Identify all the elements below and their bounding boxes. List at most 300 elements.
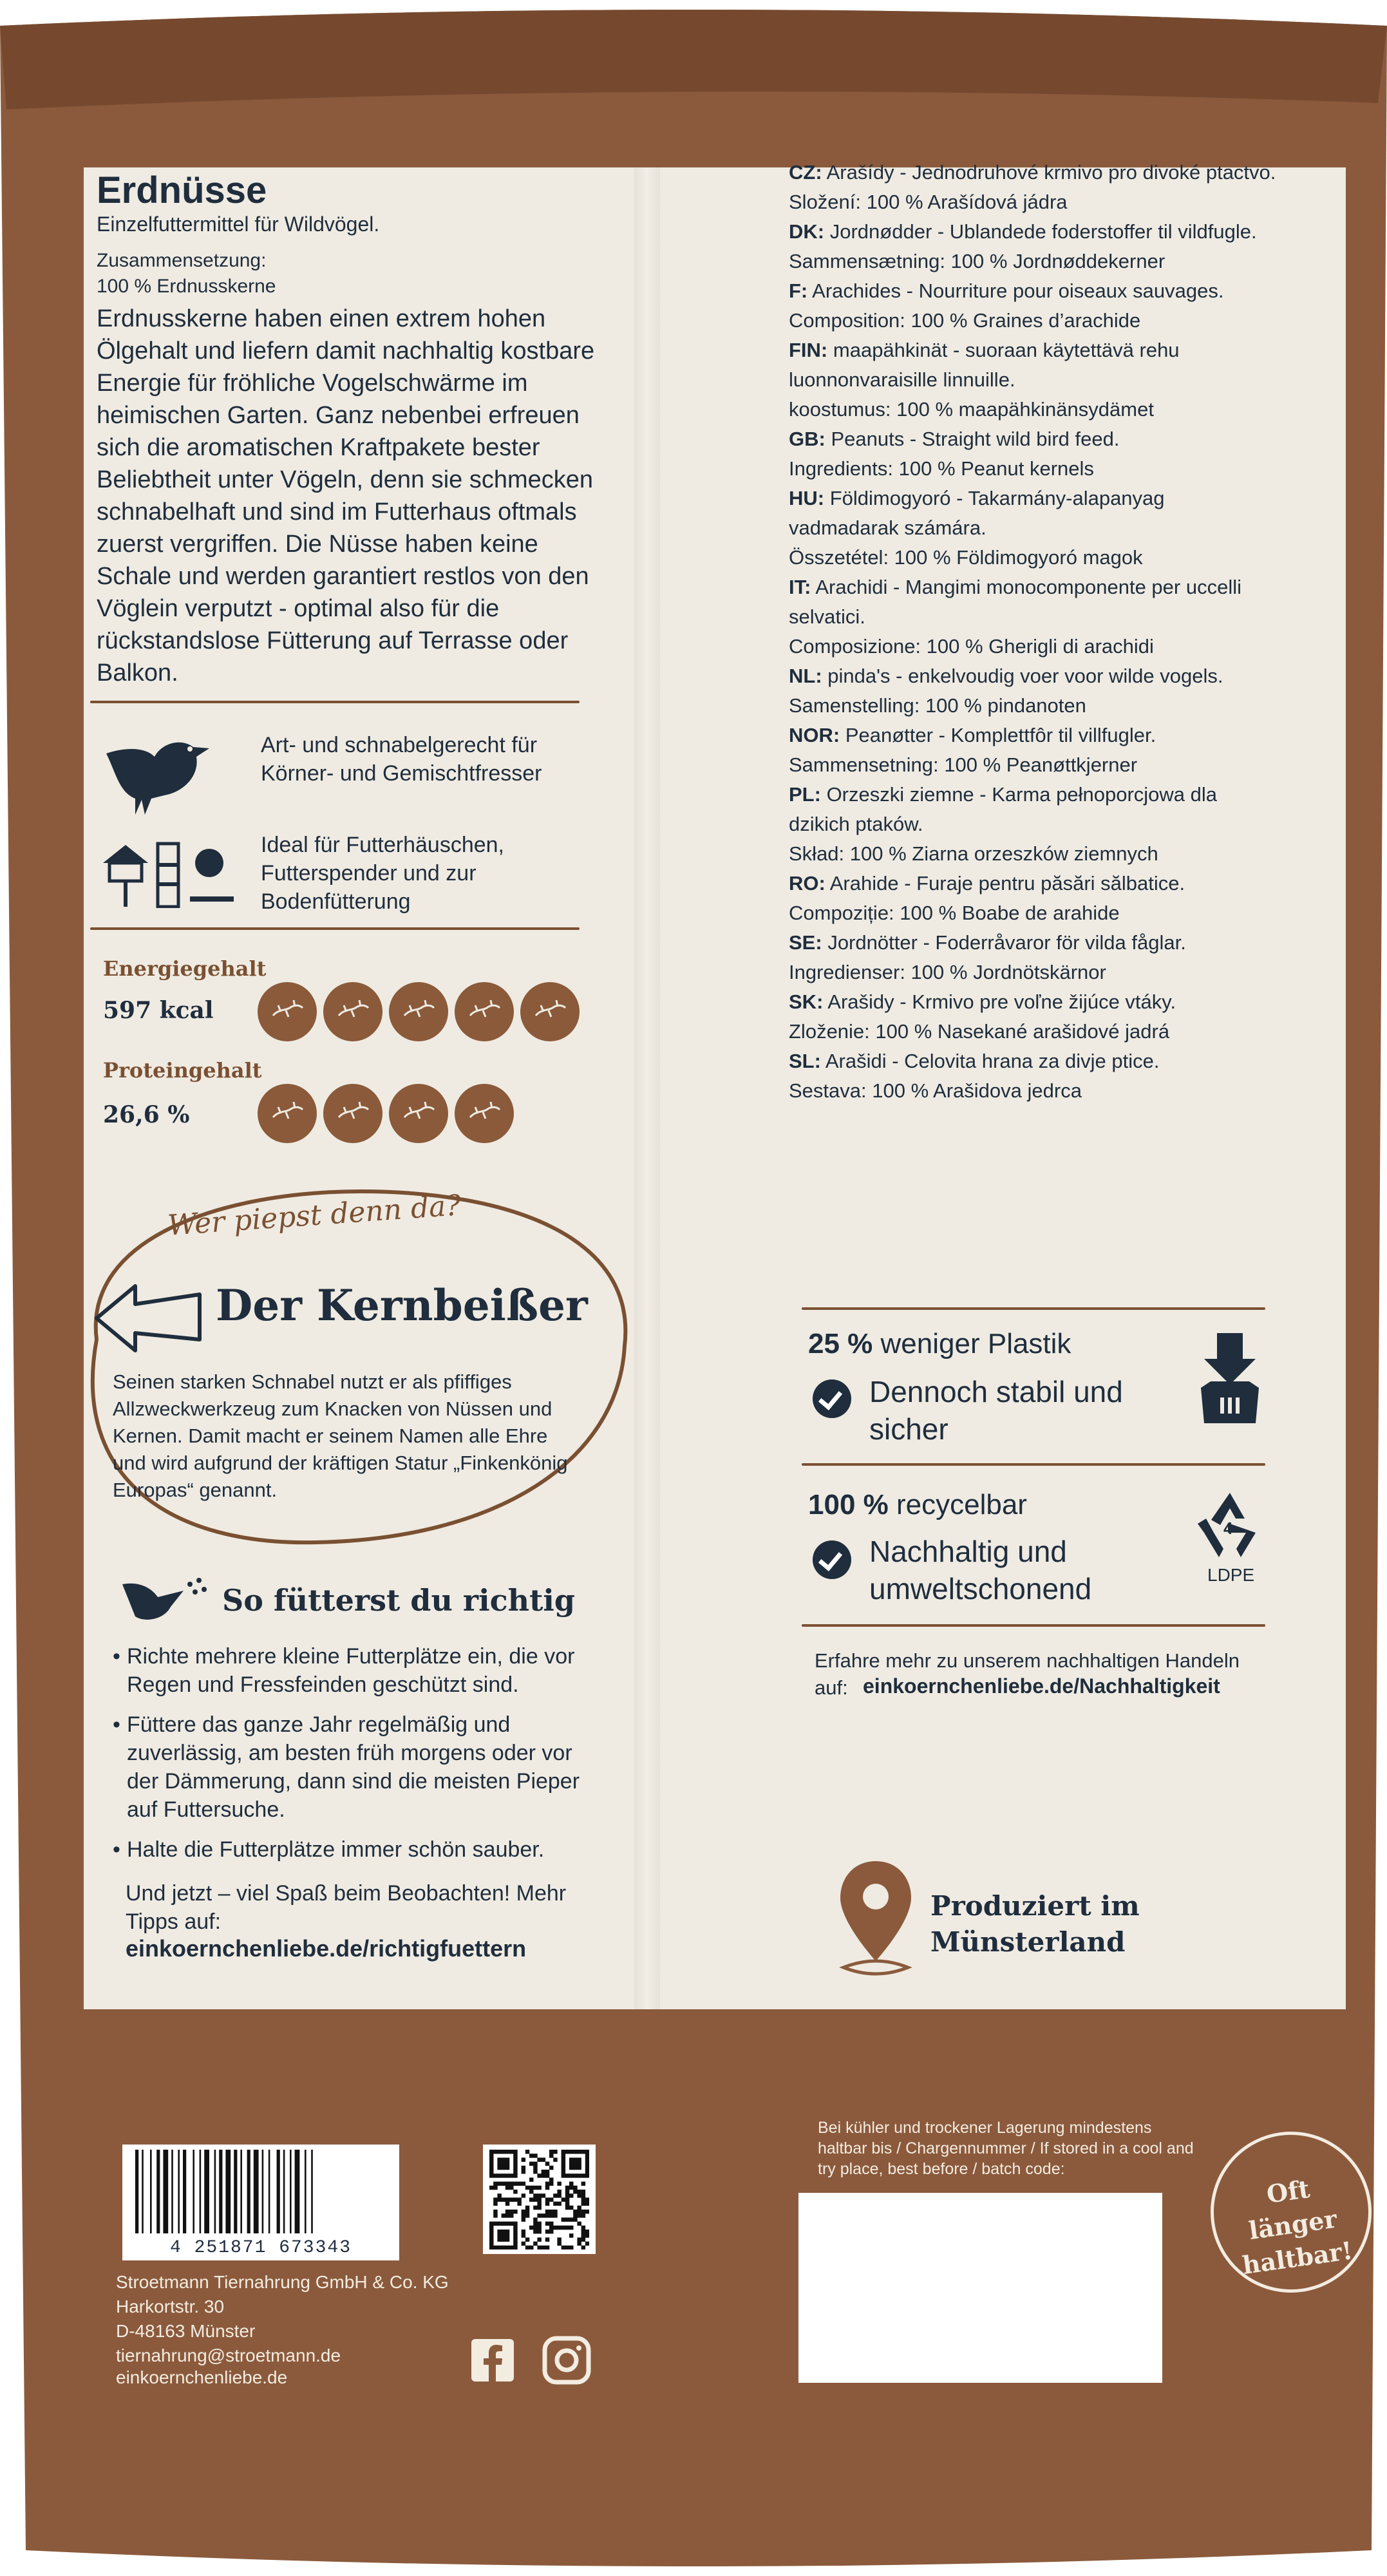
- translation-entry: [789, 661, 1278, 691]
- qr-module: [513, 2233, 518, 2238]
- qr-module: [561, 2170, 566, 2174]
- qr-module: [545, 2182, 550, 2186]
- qr-module: [502, 2230, 506, 2234]
- qr-module: [497, 2246, 502, 2249]
- barcode-bar: [254, 2150, 259, 2233]
- energy-label: Energiegehalt: [103, 956, 267, 981]
- storage-text: Bei kühler und trockener Lagerung mindestens haltbar bis / Chargennummer / If stored in a cool and try place, best before / batch code:: [818, 2119, 1194, 2178]
- qr-module: [561, 2174, 566, 2178]
- translation-entry: [789, 336, 1278, 395]
- qr-module: [545, 2246, 550, 2249]
- qr-module: [549, 2177, 554, 2182]
- feeding-tips-link[interactable]: einkoernchenliebe.de/richtigfuettern: [126, 1935, 527, 1962]
- barcode: [122, 2145, 399, 2260]
- qr-module: [553, 2202, 558, 2206]
- barcode-bar: [295, 2150, 300, 2233]
- plastic-percent: 25 %: [808, 1328, 873, 1359]
- qr-module: [545, 2237, 550, 2242]
- bird-profile-kicker: Wer piepst denn da?: [166, 1189, 462, 1242]
- barcode-bar: [204, 2150, 209, 2233]
- qr-module: [545, 2202, 550, 2206]
- translation-entry: [789, 276, 1278, 306]
- plastic-headline: [808, 1328, 1071, 1360]
- qr-module: [502, 2233, 506, 2238]
- qr-module: [509, 2197, 514, 2202]
- qr-module: [549, 2154, 554, 2158]
- qr-module: [569, 2233, 574, 2238]
- location-pin-icon: [831, 1858, 921, 1980]
- check-icon: [813, 1379, 851, 1418]
- recycle-percent: 100 %: [808, 1489, 889, 1520]
- qr-module: [533, 2193, 538, 2198]
- qr-module: [505, 2150, 510, 2154]
- qr-module: [529, 2197, 534, 2202]
- qr-module: [557, 2202, 561, 2206]
- company-city: D-48163 Münster: [116, 2321, 256, 2341]
- qr-module: [502, 2237, 506, 2242]
- translation-text: Földimogyoró - Takarmány-alapanyag vadmadarak számára.: [789, 487, 1165, 539]
- qr-module: [505, 2246, 510, 2249]
- qr-module: [542, 2170, 546, 2174]
- qr-module: [577, 2174, 581, 2178]
- qr-module: [581, 2174, 586, 2178]
- qr-module: [561, 2246, 566, 2249]
- qr-module: [502, 2166, 506, 2170]
- qr-module: [581, 2246, 586, 2249]
- qr-module: [522, 2242, 526, 2246]
- qr-module: [522, 2217, 526, 2222]
- qr-module: [569, 2217, 574, 2222]
- qr-module: [545, 2213, 550, 2218]
- qr-module: [569, 2246, 574, 2249]
- bird-profile-text: Seinen starken Schnabel nutzt er als pfiffiges Allzweckwerkzeug zum Knacken von Nüssen und Kernen. Damit macht er seinem Namen alle Ehre und wird aufgrund der kräftigen Statur „Finkenkönig Europas“ genannt.: [113, 1370, 568, 1501]
- qr-module: [557, 2242, 561, 2246]
- qr-module: [489, 2186, 494, 2190]
- qr-module: [537, 2193, 542, 2198]
- qr-module: [542, 2246, 546, 2249]
- qr-module: [561, 2157, 566, 2162]
- translation-text: Jordnødder - Ublandede foderstoffer til vildfugle.: [829, 220, 1257, 243]
- translation-entry: [789, 158, 1278, 187]
- language-code: PL:: [789, 783, 821, 806]
- qr-module: [573, 2210, 578, 2214]
- qr-module: [509, 2186, 514, 2190]
- qr-module: [537, 2222, 542, 2226]
- divider: [90, 927, 580, 930]
- qr-module: [513, 2166, 518, 2170]
- company-name: Stroetmann Tiernahrung GmbH & Co. KG: [116, 2272, 449, 2292]
- qr-module: [553, 2226, 558, 2230]
- qr-module: [525, 2186, 530, 2190]
- qr-module: [513, 2210, 518, 2214]
- barcode-number: 4 251871 673343: [169, 2238, 352, 2258]
- barcode-bar: [135, 2150, 138, 2233]
- qr-module: [497, 2237, 502, 2242]
- qr-module: [517, 2197, 522, 2202]
- qr-module: [585, 2170, 589, 2174]
- qr-module: [542, 2174, 546, 2178]
- qr-module: [505, 2174, 510, 2178]
- barcode-bar: [283, 2150, 285, 2233]
- barcode-bar: [200, 2150, 202, 2233]
- language-code: NOR:: [789, 724, 840, 746]
- divider: [90, 701, 580, 703]
- qr-module: [581, 2150, 586, 2154]
- qr-module: [581, 2210, 586, 2214]
- bird-feeding-icon: [119, 1571, 209, 1629]
- company-street: Harkortstr. 30: [116, 2297, 225, 2316]
- translation-text: Arachides - Nourriture pour oiseaux sauvages.: [812, 279, 1224, 302]
- qr-module: [513, 2226, 518, 2230]
- qr-module: [493, 2222, 498, 2226]
- recycle-headline: [808, 1489, 1027, 1521]
- qr-module: [557, 2237, 561, 2242]
- qr-module: [505, 2237, 510, 2242]
- qr-module: [522, 2157, 526, 2162]
- qr-module: [509, 2210, 514, 2214]
- qr-module: [565, 2202, 570, 2206]
- qr-module: [573, 2217, 578, 2222]
- qr-module: [513, 2174, 518, 2178]
- qr-module: [533, 2186, 538, 2190]
- qr-module: [537, 2174, 542, 2178]
- translation-text: Arahide - Furaje pentru păsări sălbatice.: [829, 872, 1185, 895]
- qr-module: [577, 2237, 581, 2242]
- qr-module: [537, 2246, 542, 2249]
- qr-module: [577, 2222, 581, 2226]
- qr-module: [581, 2226, 586, 2230]
- plastic-claim: Dennoch stabil und sicher: [869, 1375, 1123, 1446]
- qr-module: [509, 2174, 514, 2178]
- qr-module: [577, 2150, 581, 2154]
- qr-module: [565, 2186, 570, 2190]
- product-subtitle: Einzelfuttermittel für Wildvögel.: [97, 213, 380, 236]
- peanut-rating-icon: [323, 1084, 382, 1143]
- qr-module: [585, 2174, 589, 2178]
- arrow-left-icon: [90, 1278, 206, 1356]
- qr-module: [505, 2197, 510, 2202]
- qr-module: [553, 2210, 558, 2214]
- barcode-bar: [234, 2150, 237, 2233]
- qr-module: [529, 2177, 534, 2182]
- recycle-label: LDPE: [1207, 1565, 1255, 1585]
- facebook-icon[interactable]: [470, 2338, 515, 2383]
- qr-module: [585, 2157, 589, 2162]
- qr-module: [509, 2150, 514, 2154]
- qr-module: [577, 2190, 581, 2194]
- qr-module: [497, 2150, 502, 2154]
- qr-module: [525, 2213, 530, 2218]
- qr-module: [581, 2233, 586, 2238]
- barcode-bar: [163, 2150, 168, 2233]
- qr-module: [545, 2162, 550, 2166]
- qr-module: [581, 2213, 586, 2218]
- barcode-bar: [214, 2150, 216, 2233]
- language-code: RO:: [789, 872, 826, 895]
- translation-composition: Skład: 100 % Ziarna orzeszków ziemnych: [789, 842, 1158, 865]
- qr-module: [489, 2237, 494, 2242]
- translation-composition: Compoziție: 100 % Boabe de arahide: [789, 902, 1120, 924]
- qr-module: [513, 2150, 518, 2154]
- qr-module: [549, 2226, 554, 2230]
- divider: [802, 1463, 1265, 1466]
- qr-module: [529, 2162, 534, 2166]
- feeder-feature-text: Ideal für Futterhäuschen, Futterspender und zur Bodenfütterung: [261, 833, 505, 914]
- translation-entry: [789, 987, 1278, 1017]
- qr-module: [553, 2150, 558, 2154]
- qr-module: [533, 2230, 538, 2234]
- translation-text: Peanuts - Straight wild bird feed.: [831, 428, 1120, 450]
- qr-module: [497, 2166, 502, 2170]
- qr-module: [513, 2242, 518, 2246]
- composition-value: 100 % Erdnusskerne: [97, 276, 276, 297]
- qr-module: [569, 2182, 574, 2186]
- barcode-bar: [240, 2150, 242, 2233]
- qr-module: [525, 2150, 530, 2154]
- qr-module: [565, 2226, 570, 2230]
- freshness-stamp-text: Oft länger haltbar!: [1240, 2174, 1355, 2280]
- qr-module: [489, 2157, 494, 2162]
- qr-module: [525, 2237, 530, 2242]
- qr-module: [493, 2174, 498, 2178]
- qr-module: [533, 2162, 538, 2166]
- qr-module: [557, 2182, 561, 2186]
- batch-code-box: [798, 2193, 1162, 2383]
- qr-module: [585, 2210, 589, 2214]
- qr-module: [489, 2222, 494, 2226]
- qr-module: [502, 2157, 506, 2162]
- qr-module: [573, 2190, 578, 2194]
- qr-module: [537, 2230, 542, 2234]
- list-item: • Richte mehrere kleine Futterplätze ein, die vor Regen und Fressfeinden geschützt sind.: [113, 1642, 602, 1699]
- qr-module: [549, 2210, 554, 2214]
- qr-module: [505, 2222, 510, 2226]
- translation-composition: Sestava: 100 % Arašidova jedrca: [789, 1079, 1082, 1102]
- qr-module: [561, 2217, 566, 2222]
- qr-module: [522, 2182, 526, 2186]
- peanut-rating-icon: [258, 982, 317, 1041]
- bird-icon: [100, 728, 216, 818]
- qr-module: [565, 2197, 570, 2202]
- qr-module: [489, 2242, 494, 2246]
- qr-module: [581, 2190, 586, 2194]
- qr-module: [561, 2226, 566, 2230]
- qr-module: [522, 2210, 526, 2214]
- qr-module: [489, 2230, 494, 2234]
- translation-composition: Zloženie: 100 % Nasekané arašidové jadrá: [789, 1020, 1170, 1043]
- bird-feature-text: Art- und schnabelgerecht für Körner- und Gemischtfresser: [261, 733, 542, 786]
- translation-composition: Ingredienser: 100 % Jordnötskärnor: [789, 961, 1106, 983]
- peanut-rating-icon: [455, 1084, 514, 1143]
- qr-module: [585, 2242, 589, 2246]
- qr-module: [513, 2197, 518, 2202]
- qr-module: [502, 2150, 506, 2154]
- qr-module: [557, 2193, 561, 2198]
- translation-entry: [789, 780, 1278, 839]
- qr-module: [505, 2186, 510, 2190]
- qr-module: [489, 2174, 494, 2178]
- qr-module: [493, 2246, 498, 2249]
- qr-module: [489, 2166, 494, 2170]
- qr-module: [505, 2162, 510, 2166]
- barcode-bar: [290, 2150, 292, 2233]
- language-code: SE:: [789, 931, 822, 954]
- qr-module: [513, 2154, 518, 2158]
- qr-module: [557, 2226, 561, 2230]
- qr-module: [577, 2213, 581, 2218]
- translation-composition: koostumus: 100 % maapähkinänsydämet: [789, 398, 1154, 421]
- qr-module: [513, 2157, 518, 2162]
- peanut-rating-icon: [389, 1084, 448, 1143]
- qr-module: [549, 2182, 554, 2186]
- qr-module: [489, 2154, 494, 2158]
- translation-composition: Összetétel: 100 % Földimogyoró magok: [789, 546, 1143, 569]
- qr-module: [581, 2197, 586, 2202]
- barcode-bar: [219, 2150, 222, 2233]
- language-code: HU:: [789, 487, 825, 509]
- qr-module: [513, 2170, 518, 2174]
- qr-module: [537, 2213, 542, 2218]
- qr-module: [525, 2246, 530, 2249]
- qr-module: [585, 2233, 589, 2238]
- barcode-bar: [247, 2150, 250, 2233]
- qr-module: [553, 2157, 558, 2162]
- qr-module: [502, 2162, 506, 2166]
- qr-module: [505, 2233, 510, 2238]
- language-code: SL:: [789, 1050, 821, 1072]
- language-code: F:: [789, 279, 808, 302]
- qr-module: [497, 2193, 502, 2198]
- qr-module: [573, 2174, 578, 2178]
- translation-text: Orzeszki ziemne - Karma pełnoporcjowa dla dzikich ptaków.: [789, 783, 1218, 835]
- qr-module: [585, 2197, 589, 2202]
- translation-composition: Sammensætning: 100 % Jordnøddekerner: [789, 250, 1165, 272]
- qr-module: [533, 2222, 538, 2226]
- qr-module: [585, 2202, 589, 2206]
- qr-module: [581, 2182, 586, 2186]
- qr-module: [573, 2166, 578, 2170]
- qr-module: [529, 2246, 534, 2249]
- qr-module: [565, 2193, 570, 2198]
- qr-module: [549, 2150, 554, 2154]
- feeding-tips-outro: Und jetzt – viel Spaß beim Beobachten! Mehr Tipps auf:: [126, 1881, 567, 1934]
- sustainability-link[interactable]: einkoernchenliebe.de/Nachhaltigkeit: [863, 1674, 1220, 1698]
- qr-module: [493, 2202, 498, 2206]
- qr-module: [505, 2202, 510, 2206]
- qr-module: [489, 2162, 494, 2166]
- qr-module: [569, 2157, 574, 2162]
- feeder-icon: [100, 837, 235, 908]
- company-web[interactable]: einkoernchenliebe.de: [116, 2367, 288, 2387]
- translation-entry: [789, 573, 1278, 632]
- qr-module: [542, 2157, 546, 2162]
- qr-module: [545, 2170, 550, 2174]
- qr-module: [577, 2193, 581, 2198]
- qr-module: [517, 2182, 522, 2186]
- compress-bag-icon: [1194, 1330, 1265, 1426]
- qr-module: [545, 2210, 550, 2214]
- protein-value: 26,6 %: [103, 1101, 190, 1128]
- plastic-text: weniger Plastik: [880, 1328, 1071, 1359]
- qr-module: [585, 2162, 589, 2166]
- instagram-icon[interactable]: [541, 2334, 592, 2386]
- qr-module: [493, 2150, 498, 2154]
- qr-module: [505, 2210, 510, 2214]
- qr-module: [509, 2213, 514, 2218]
- qr-module: [529, 2226, 534, 2230]
- qr-module: [497, 2157, 502, 2162]
- qr-module: [553, 2193, 558, 2198]
- qr-module: [573, 2157, 578, 2162]
- qr-module: [545, 2197, 550, 2202]
- qr-module: [509, 2246, 514, 2249]
- qr-module: [577, 2210, 581, 2214]
- qr-module: [497, 2162, 502, 2166]
- language-code: NL:: [789, 665, 822, 687]
- qr-module: [517, 2202, 522, 2206]
- peanut-rating-icon: [520, 982, 580, 1041]
- qr-module: [585, 2166, 589, 2170]
- barcode-bar: [178, 2150, 180, 2233]
- qr-module: [537, 2237, 542, 2242]
- translation-entry: [789, 721, 1278, 750]
- qr-module: [489, 2170, 494, 2174]
- sustainability-more-text: Erfahre mehr zu unserem nachhaltigen Handeln auf:: [815, 1649, 1240, 1699]
- qr-code[interactable]: [483, 2145, 596, 2254]
- qr-module: [533, 2217, 538, 2222]
- language-code: GB:: [789, 428, 826, 450]
- qr-module: [537, 2226, 542, 2230]
- qr-module: [565, 2217, 570, 2222]
- barcode-bar: [311, 2150, 313, 2233]
- qr-module: [569, 2193, 574, 2198]
- translation-text: maapähkinät - suoraan käytettävä rehu luonnonvaraisille linnuille.: [789, 339, 1180, 391]
- qr-module: [497, 2233, 502, 2238]
- qr-module: [549, 2166, 554, 2170]
- check-icon: [813, 1540, 851, 1579]
- qr-module: [565, 2174, 570, 2178]
- barcode-bar: [225, 2150, 231, 2233]
- translation-entry: [789, 217, 1278, 247]
- translation-entry: [789, 928, 1278, 958]
- qr-module: [502, 2182, 506, 2186]
- qr-module: [513, 2237, 518, 2242]
- qr-module: [585, 2150, 589, 2154]
- qr-module: [561, 2162, 566, 2166]
- qr-module: [549, 2230, 554, 2234]
- qr-module: [522, 2170, 526, 2174]
- translation-text: pinda's - enkelvoudig voer voor wilde vogels.: [827, 665, 1223, 687]
- qr-module: [569, 2162, 574, 2166]
- language-code: DK:: [789, 220, 825, 243]
- qr-module: [513, 2190, 518, 2194]
- company-email[interactable]: tiernahrung@stroetmann.de: [116, 2345, 341, 2365]
- qr-module: [505, 2213, 510, 2218]
- language-code: IT:: [789, 576, 811, 598]
- translation-text: Arašídy - Jednodruhové krmivo pro divoké ptactvo.: [826, 161, 1276, 184]
- qr-module: [569, 2186, 574, 2190]
- translation-composition: Composizione: 100 % Gherigli di arachidi: [789, 635, 1154, 658]
- qr-module: [533, 2242, 538, 2246]
- translation-composition: Samenstelling: 100 % pindanoten: [789, 694, 1086, 717]
- translation-entry: [789, 484, 1278, 543]
- qr-module: [565, 2150, 570, 2154]
- peanut-rating-icon: [323, 982, 382, 1041]
- qr-module: [561, 2154, 566, 2158]
- qr-module: [569, 2206, 574, 2210]
- qr-module: [497, 2197, 502, 2202]
- qr-module: [522, 2193, 526, 2198]
